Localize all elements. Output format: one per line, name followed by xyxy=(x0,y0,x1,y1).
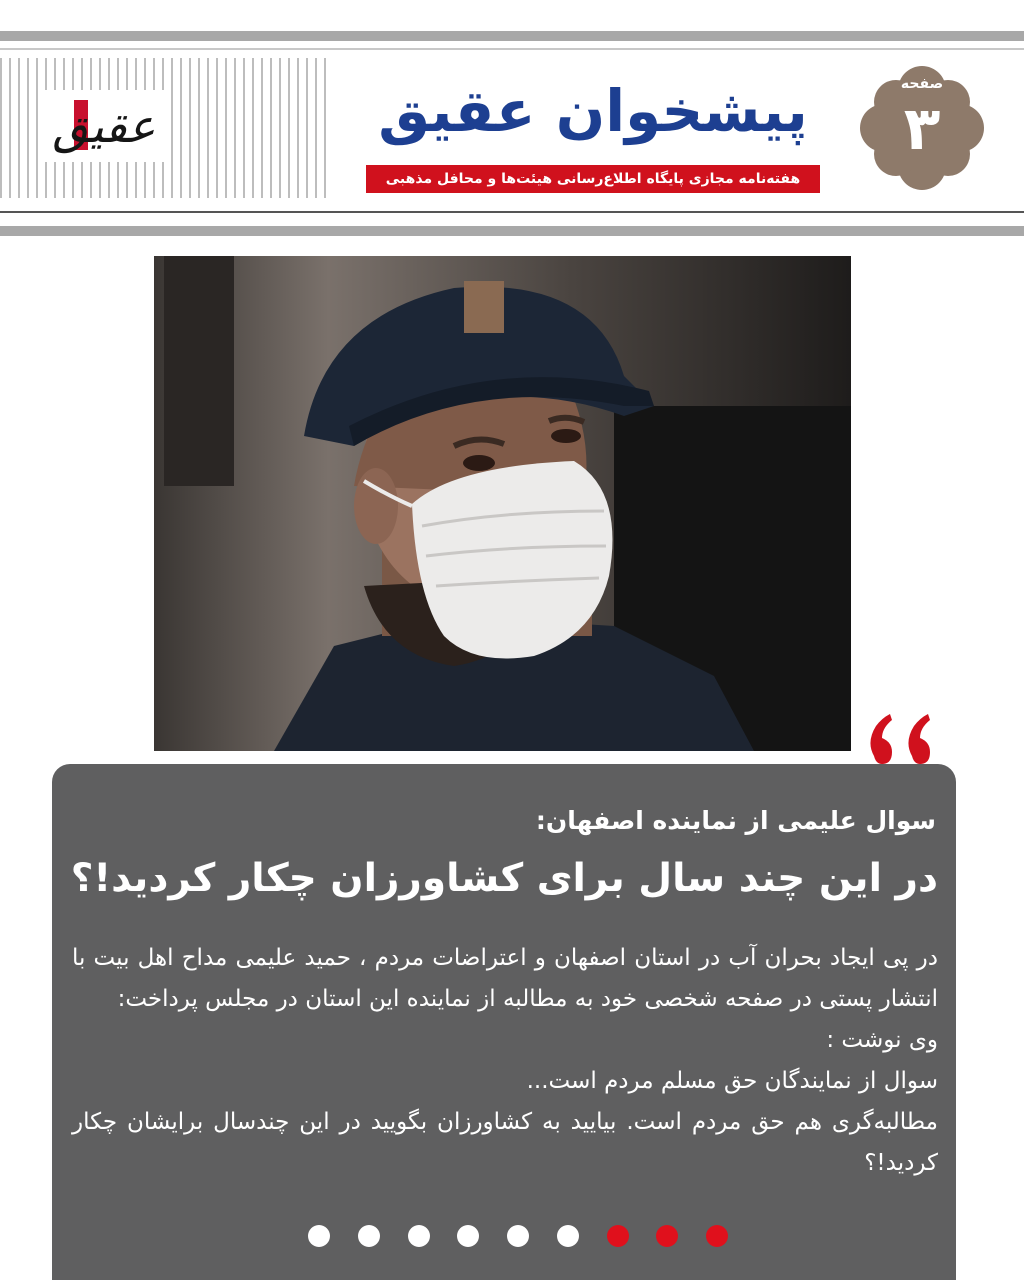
article-headline: در این چند سال برای کشاورزان چکار کردید!؟ xyxy=(70,856,938,901)
page-number-badge xyxy=(858,66,986,190)
pagination-dot[interactable] xyxy=(557,1225,579,1247)
article-photo xyxy=(154,256,851,751)
page-label: صفحه xyxy=(900,76,944,92)
article-card xyxy=(52,764,956,1280)
pagination-dot[interactable] xyxy=(607,1225,629,1247)
header-bottom-thick-rule xyxy=(0,226,1024,236)
article-paragraph: در پی ایجاد بحران آب در استان اصفهان و اعتراضات مردم ، حمید علیمی مداح اهل بیت با انتشار پستی در صفحه شخصی خود به مطالبه از نماینده این استان در مجلس پرداخت: xyxy=(72,945,938,1012)
top-thin-rule xyxy=(0,48,1024,50)
article-paragraph: سوال از نمایندگان حق مسلم مردم است... xyxy=(526,1068,938,1094)
pagination-dot[interactable] xyxy=(656,1225,678,1247)
pagination-dot[interactable] xyxy=(308,1225,330,1247)
article-paragraph: وی نوشت : xyxy=(826,1027,938,1053)
logo-text: عقیق xyxy=(52,99,156,153)
pagination-dot[interactable] xyxy=(706,1225,728,1247)
masthead-tagline: هفته‌نامه مجازی پایگاه اطلاع‌رسانی هیئت‌ها و محافل مذهبی xyxy=(366,165,820,193)
masthead-title: پیشخوان عقیق xyxy=(378,77,808,145)
top-rule xyxy=(0,31,1024,41)
pagination-dot[interactable] xyxy=(358,1225,380,1247)
pagination-dot[interactable] xyxy=(408,1225,430,1247)
header-bottom-rule xyxy=(0,211,1024,213)
slide-pagination xyxy=(308,1224,728,1248)
aqiq-logo xyxy=(44,90,164,162)
article-body xyxy=(72,938,938,1184)
photo-illustration xyxy=(154,256,851,751)
article-paragraph: مطالبه‌گری هم حق مردم است. بیایید به کشاورزان بگویید در این چندسال برایشان چکار کردید!؟ xyxy=(72,1109,938,1176)
article-kicker: سوال علیمی از نماینده اصفهان: xyxy=(535,806,936,835)
page-number: ۳ xyxy=(903,94,941,164)
pagination-dot[interactable] xyxy=(457,1225,479,1247)
pagination-dot[interactable] xyxy=(507,1225,529,1247)
